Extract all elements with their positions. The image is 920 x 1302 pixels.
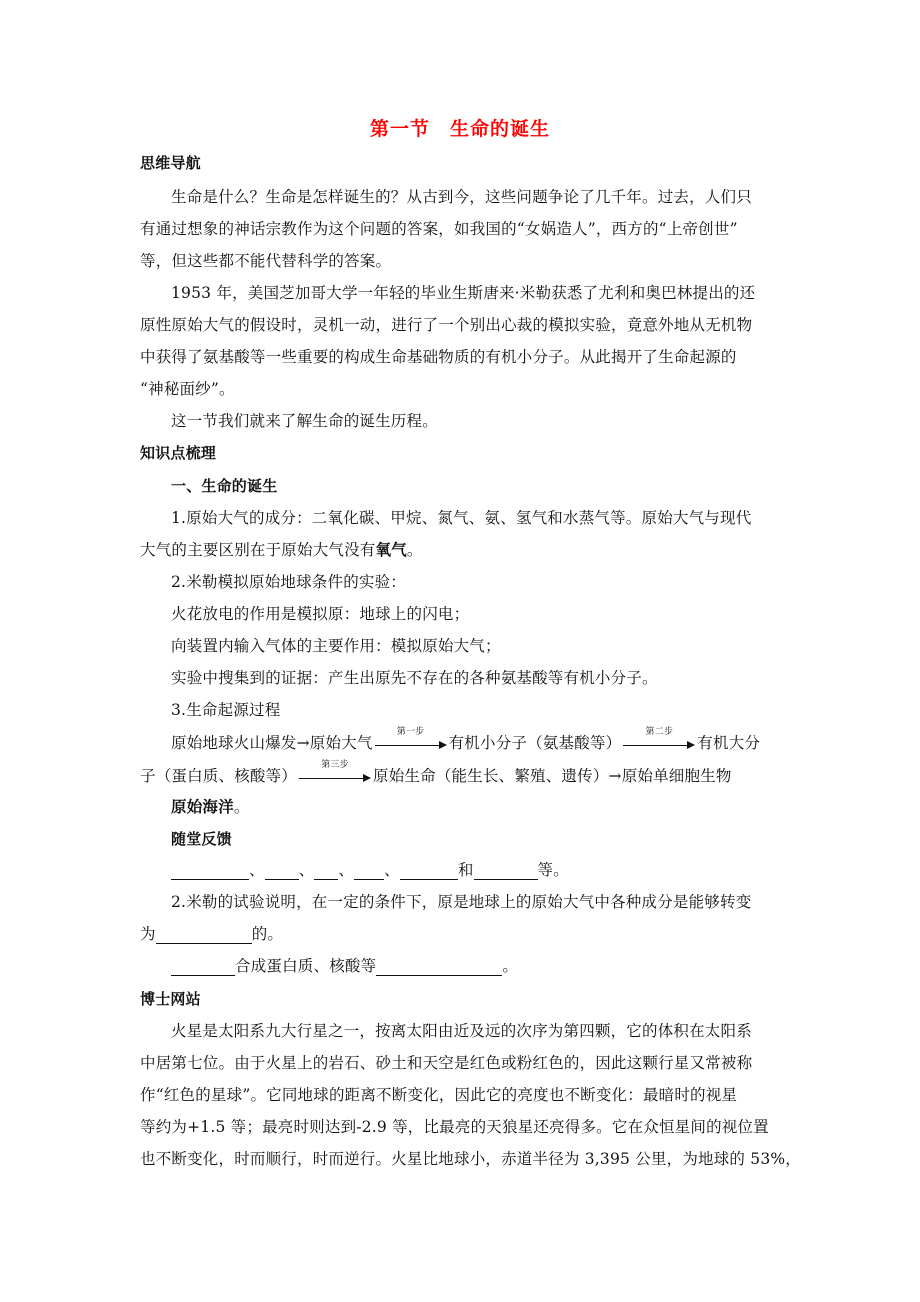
paragraph-line: 有通过想象的神话宗教作为这个问题的答案，如我国的“女娲造人”，西方的“上帝创世” bbox=[140, 220, 738, 238]
arrow-shaft bbox=[375, 745, 441, 746]
paragraph-line: 1953 年，美国芝加哥大学一年轻的毕业生斯唐来·米勒获悉了尤利和奥巴林提出的还 bbox=[171, 284, 756, 302]
answer-blank[interactable] bbox=[156, 927, 252, 944]
flow-text: 有机小分子（氨基酸等） bbox=[448, 734, 622, 752]
paragraph-line: 2.米勒的试验说明，在一定的条件下，原是地球上的原始大气中各种成分是能够转变 bbox=[171, 893, 752, 911]
text: 和 bbox=[457, 861, 474, 879]
step-label: 第二步 bbox=[645, 727, 674, 737]
paragraph-line: 实验中搜集到的证据：产生出原先不存在的各种氨基酸等有机小分子。 bbox=[171, 669, 658, 687]
step-arrow-3 bbox=[299, 760, 371, 786]
text: 。 bbox=[233, 798, 250, 816]
origin-place-line bbox=[171, 797, 821, 817]
paragraph-line: 作“红色的星球”。它同地球的距离不断变化，因此它的亮度也不断变化：最暗时的视星 bbox=[140, 1086, 738, 1104]
text: 、 bbox=[384, 861, 400, 879]
text: 、 bbox=[298, 861, 315, 879]
text: 。 bbox=[406, 541, 423, 559]
page-title: 第一节 生命的诞生 bbox=[369, 118, 550, 140]
bold-answer: 氧气 bbox=[375, 541, 407, 559]
paragraph-line: 生命是什么？生命是怎样诞生的？从古到今，这些问题争论了几千年。过去，人们只 bbox=[171, 188, 752, 206]
section-heading-knowledge: 知识点梳理 bbox=[140, 444, 217, 462]
answer-blank[interactable] bbox=[171, 863, 249, 880]
paragraph-line: 火花放电的作用是模拟原：地球上的闪电； bbox=[171, 605, 470, 623]
arrow-shaft bbox=[623, 745, 689, 746]
paragraph-line: 中获得了氨基酸等一些重要的构成生命基础物质的有机小分子。从此揭开了生命起源的 bbox=[140, 348, 737, 366]
fill-blank-question-2 bbox=[140, 924, 790, 944]
text: 为 bbox=[140, 925, 156, 943]
answer-blank[interactable] bbox=[314, 863, 338, 880]
paragraph-line: 等约为+1.5 等；最亮时则达到-2.9 等，比最亮的天狼星还亮得多。它在众恒星间的视位置 bbox=[140, 1118, 769, 1136]
text: 大气的主要区别在于原始大气没有 bbox=[140, 541, 376, 559]
arrow-right-icon bbox=[363, 774, 371, 782]
paragraph-line bbox=[140, 540, 790, 560]
text: 的。 bbox=[251, 925, 284, 943]
subsection-heading: 一、生命的诞生 bbox=[171, 477, 278, 495]
step-arrow-1 bbox=[375, 727, 447, 753]
step-label: 第三步 bbox=[321, 760, 349, 770]
fill-blank-question-1 bbox=[171, 860, 821, 880]
flow-text: 原始地球火山爆发→原始大气 bbox=[171, 734, 373, 752]
text: 、 bbox=[338, 861, 355, 879]
answer-blank[interactable] bbox=[376, 959, 502, 976]
paragraph-line: 2.米勒模拟原始地球条件的实验： bbox=[171, 573, 406, 591]
text: 合成蛋白质、核酸等 bbox=[235, 957, 377, 975]
origin-flow-line-2 bbox=[140, 760, 790, 786]
paragraph-line: 中居第七位。由于火星上的岩石、砂土和天空是红色或粉红色的，因此这颗行星又常被称 bbox=[140, 1054, 753, 1072]
answer-blank[interactable] bbox=[354, 863, 384, 880]
answer-blank[interactable] bbox=[474, 863, 538, 880]
paragraph-line: 原性原始大气的假设时，灵机一动，进行了一个别出心裁的模拟实验，竟意外地从无机物 bbox=[140, 316, 753, 334]
paragraph-line: 这一节我们就来了解生命的诞生历程。 bbox=[171, 412, 438, 430]
answer-blank[interactable] bbox=[400, 863, 458, 880]
paragraph-line: “神秘面纱”。 bbox=[140, 380, 235, 398]
paragraph-line: 1.原始大气的成分：二氧化碳、甲烷、氮气、氨、氢气和水蒸气等。原始大气与现代 bbox=[171, 509, 752, 527]
fill-blank-question-3 bbox=[171, 956, 821, 976]
arrow-shaft bbox=[299, 778, 365, 779]
step-label: 第一步 bbox=[396, 727, 425, 737]
paragraph-line: 向装置内输入气体的主要作用：模拟原始大气； bbox=[171, 637, 501, 655]
paragraph-line: 3.生命起源过程 bbox=[171, 701, 281, 719]
text: 等。 bbox=[537, 861, 569, 879]
arrow-right-icon bbox=[439, 741, 447, 749]
section-heading-website: 博士网站 bbox=[140, 990, 201, 1008]
flow-text: 有机大分 bbox=[697, 734, 761, 752]
origin-flow-line-1 bbox=[171, 727, 821, 753]
flow-text: 子（蛋白质、核酸等） bbox=[140, 767, 298, 785]
answer-blank[interactable] bbox=[171, 959, 235, 976]
arrow-right-icon bbox=[687, 741, 695, 749]
section-heading-mind-nav: 思维导航 bbox=[140, 154, 201, 172]
text: 、 bbox=[249, 861, 265, 879]
paragraph-line: 等，但这些都不能代替科学的答案。 bbox=[140, 252, 392, 270]
paragraph-line: 也不断变化，时而顺行，时而逆行。火星比地球小，赤道半径为 3,395 公里，为地球的 53%， bbox=[140, 1150, 802, 1168]
answer-blank[interactable] bbox=[265, 863, 299, 880]
section-heading-feedback: 随堂反馈 bbox=[171, 830, 232, 848]
text: 。 bbox=[502, 957, 519, 975]
bold-answer: 原始海洋 bbox=[171, 798, 234, 816]
paragraph-line: 火星是太阳系九大行星之一，按离太阳由近及远的次序为第四颗，它的体积在太阳系 bbox=[171, 1022, 752, 1040]
step-arrow-2 bbox=[623, 727, 695, 753]
flow-text: 原始生命（能生长、繁殖、遗传）→原始单细胞生物 bbox=[373, 767, 732, 785]
